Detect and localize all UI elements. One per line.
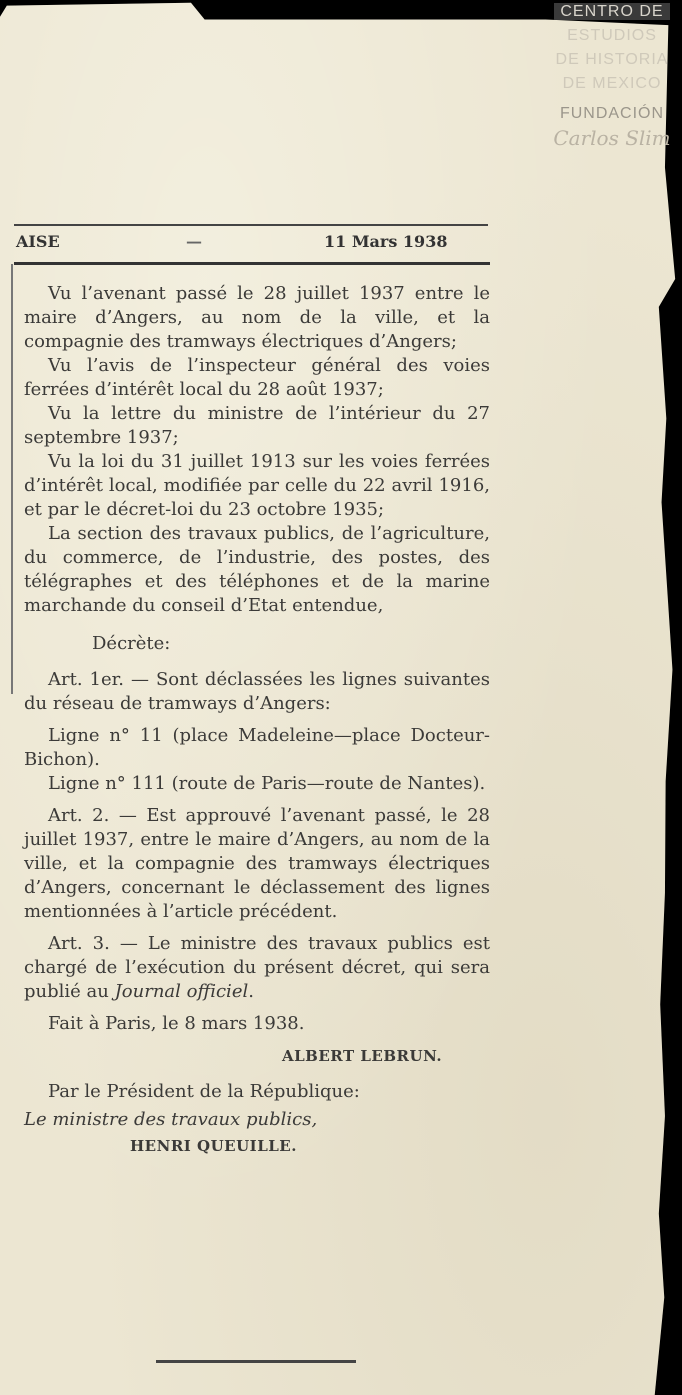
header-bottom-rule	[14, 262, 490, 265]
archive-watermark	[546, 0, 678, 150]
header-section: AISE	[16, 232, 60, 251]
paragraph: Vu la lettre du ministre de l’intérieur du 27 septembre 1937;	[24, 403, 490, 448]
paragraph: Vu l’avis de l’inspecteur général des voies ferrées d’intérêt local du 28 août 1937;	[24, 355, 490, 400]
article-1: Art. 1er. — Sont déclassées les lignes suivantes du réseau de tramways d’Angers:	[24, 669, 490, 714]
watermark-line: ESTUDIOS	[567, 27, 657, 44]
watermark-signature: Carlos Slim	[553, 126, 671, 150]
decrete-heading: Décrète:	[92, 633, 171, 654]
watermark-line: FUNDACIÓN	[559, 105, 665, 122]
signing-place-date: Fait à Paris, le 8 mars 1938.	[48, 1013, 305, 1034]
article-2: Art. 2. — Est approuvé l’avenant passé, le 28 juillet 1937, entre le maire d’Angers, au nom de la ville, et la compagnie des tramways électriques d’Angers, concernant le déclassement des lignes mentionnées à l’article précédent.	[24, 805, 490, 922]
article-3-end: .	[248, 981, 254, 1002]
signer-president: ALBERT LEBRUN.	[282, 1047, 443, 1065]
paragraph: Vu la loi du 31 juillet 1913 sur les voies ferrées d’intérêt local, modifiée par celle du 22 avril 1916, et par le décret-loi du 23 octobre 1935;	[24, 451, 490, 520]
minister-title: Le ministre des travaux publics,	[24, 1109, 318, 1130]
article-3	[24, 932, 490, 1004]
closing-rule	[156, 1360, 356, 1363]
paragraph: La section des travaux publics, de l’agriculture, du commerce, de l’industrie, des postes, des télégraphes et des téléphones et de la marine marchande du conseil d’Etat entendue,	[24, 523, 490, 616]
watermark-line: DE MEXICO	[562, 75, 662, 92]
line-11: Ligne n° 11 (place Madeleine—place Docteur-Bichon).	[24, 725, 490, 770]
paragraph: Vu l’avenant passé le 28 juillet 1937 entre le maire d’Angers, au nom de la ville, et la compagnie des tramways électriques d’Angers;	[24, 283, 490, 352]
signer-minister: HENRI QUEUILLE.	[130, 1137, 297, 1155]
header-top-rule	[14, 224, 488, 226]
header-date: 11 Mars 1938	[324, 232, 448, 251]
line-111: Ligne n° 111 (route de Paris—route de Nantes).	[48, 773, 486, 794]
article-3-text: Art. 3. — Le ministre des travaux publics est chargé de l’exécution du présent décret, qui sera publié au	[24, 933, 490, 1002]
header-dash: —	[186, 232, 202, 251]
page-header	[16, 232, 486, 254]
par-le-president: Par le Président de la République:	[48, 1081, 360, 1102]
decree-text	[24, 282, 490, 1158]
watermark-line: CENTRO DE	[554, 3, 669, 20]
watermark-line: DE HISTORIA	[555, 51, 669, 68]
journal-officiel: Journal officiel	[114, 981, 249, 1002]
column-rule	[11, 264, 13, 694]
